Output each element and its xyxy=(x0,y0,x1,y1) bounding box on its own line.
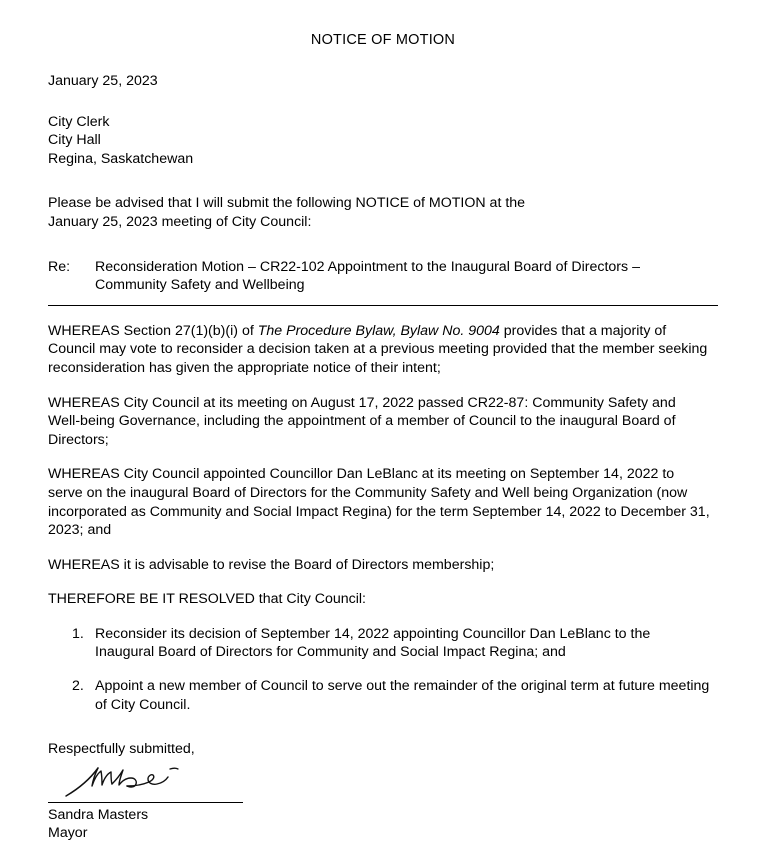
closing-salutation: Respectfully submitted, xyxy=(48,741,195,758)
list-item xyxy=(48,625,712,662)
document-body xyxy=(48,68,712,843)
section-divider xyxy=(48,305,718,306)
recipient-line-2: City Hall xyxy=(48,132,101,149)
recipient-line-3: Regina, Saskatchewan xyxy=(48,150,194,167)
signer-name: Sandra Masters xyxy=(48,806,149,823)
date-line: January 25, 2023 xyxy=(48,73,158,89)
subject-label: Re: xyxy=(48,258,71,275)
list-item-number: 1. xyxy=(72,625,84,642)
recipient-address-block xyxy=(48,113,712,169)
resolution-heading: THEREFORE BE IT RESOLVED that City Council: xyxy=(48,591,366,608)
signature-line xyxy=(48,802,243,803)
intro-line-1: Please be advised that I will submit the following NOTICE of MOTION at the xyxy=(48,195,526,212)
recital-3: WHEREAS City Council appointed Councillor Dan LeBlanc at its meeting on September 14, 2022 to serve on the inaugural Board of Directors for the Community Safety and Well being Organization (now incorporated as Community and Social Impact Regina) for the term September 14, 2022 to December 31, 2023; and xyxy=(48,466,710,539)
signature-area xyxy=(48,761,308,803)
recital-1-pre: WHEREAS Section 27(1)(b)(i) of xyxy=(48,322,258,339)
signature-block xyxy=(48,740,712,843)
signer-role: Mayor xyxy=(48,825,88,842)
recital-1-post: provides that a majority of Council may vote to reconsider a decision taken at a previous meeting provided that the member seeking reconsideration has given the appropriate notice of their intent; xyxy=(48,322,708,376)
list-item-number: 2. xyxy=(72,678,84,695)
subject-block xyxy=(48,258,712,295)
recital-4: WHEREAS it is advisable to revise the Board of Directors membership; xyxy=(48,556,495,573)
recipient-line-1: City Clerk xyxy=(48,113,110,130)
intro-paragraph xyxy=(48,194,712,231)
resolutions-list xyxy=(48,625,712,714)
intro-line-2: January 25, 2023 meeting of City Council: xyxy=(48,213,312,230)
subject-text xyxy=(95,258,710,295)
recital-1 xyxy=(48,322,710,378)
list-item xyxy=(48,677,712,714)
recitals-block xyxy=(48,322,712,715)
page-title: NOTICE OF MOTION xyxy=(310,32,456,48)
list-item-text: Reconsider its decision of September 14, 2022 appointing Councillor Dan LeBlanc to the Inaugural Board of Directors for Community and Social Impact Regina; and xyxy=(95,625,651,661)
subject-line-1: Reconsideration Motion – CR22-102 Appointment to the Inaugural Board of Directors – xyxy=(95,258,640,275)
recital-1-citation: The Procedure Bylaw, Bylaw No. 9004 xyxy=(257,322,500,339)
recital-2: WHEREAS City Council at its meeting on August 17, 2022 passed CR22-87: Community Safety and Well-being Governance, including the appointment of a member of Council to the inaugural Board of Directors; xyxy=(48,394,676,448)
subject-line-2: Community Safety and Wellbeing xyxy=(95,277,305,294)
handwritten-signature-icon xyxy=(64,759,194,805)
list-item-text: Appoint a new member of Council to serve out the remainder of the original term at future meeting of City Council. xyxy=(95,678,710,713)
